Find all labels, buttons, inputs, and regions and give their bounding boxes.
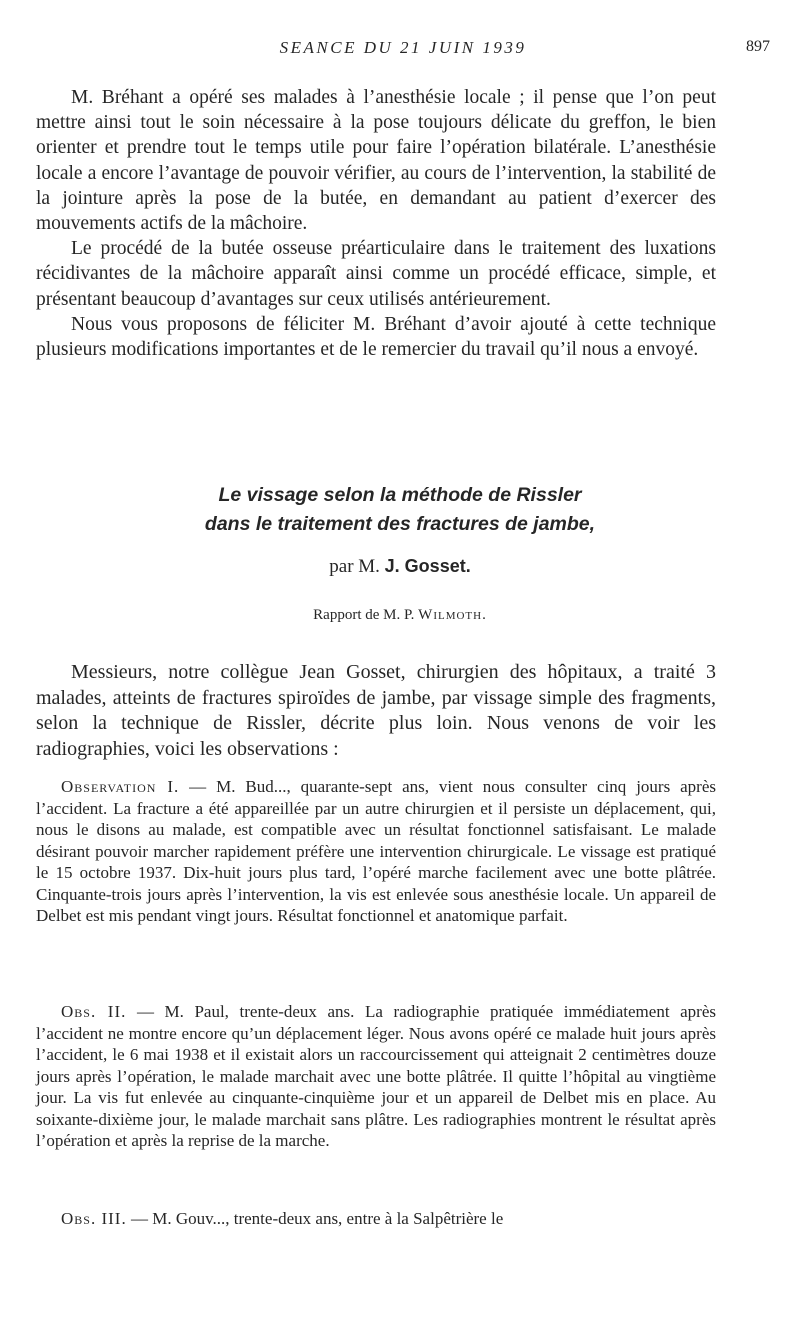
observation-3-label: Obs. III. bbox=[61, 1209, 127, 1228]
observation-2 bbox=[36, 1001, 716, 1152]
page-number: 897 bbox=[746, 38, 770, 55]
running-head bbox=[36, 38, 770, 62]
running-title: SEANCE DU 21 JUIN 1939 bbox=[279, 38, 527, 57]
article-intro bbox=[36, 660, 716, 762]
observation-3-paragraph bbox=[36, 1208, 716, 1230]
paragraph-procedure-value: Le procédé de la butée osseuse préarticulaire dans le traitement des luxations récidivantes de la mâchoire apparaît ainsi comme un procédé efficace, simple, et présentant beaucoup d’avantages sur ceux utilisés antérieurement. bbox=[36, 238, 716, 310]
article-title-line-1: Le vissage selon la méthode de Rissler bbox=[218, 484, 582, 506]
report-attribution bbox=[0, 607, 800, 624]
previous-report-conclusion bbox=[36, 85, 716, 362]
report-prefix: Rapport de M. P. bbox=[313, 607, 415, 623]
observation-1 bbox=[36, 776, 716, 927]
observation-1-paragraph bbox=[36, 776, 716, 927]
author-prefix: par M. bbox=[329, 556, 380, 577]
article-author bbox=[0, 556, 800, 578]
reporter-name: Wilmoth. bbox=[418, 607, 487, 623]
observation-3-text: — M. Gouv..., trente-deux ans, entre à la Salpêtrière le bbox=[126, 1209, 504, 1228]
observation-2-label: Obs. II. bbox=[61, 1002, 127, 1021]
observation-2-paragraph bbox=[36, 1001, 716, 1152]
observation-1-label: Observation I. bbox=[61, 777, 180, 796]
article-title-line-2: dans le traitement des fractures de jambe, bbox=[204, 513, 596, 535]
intro-paragraph: Messieurs, notre collègue Jean Gosset, chirurgien des hôpitaux, a traité 3 malades, atteints de fractures spiroïdes de jambe, par vissage simple des fragments, selon la technique de Rissler, décrite plus loin. Nous venons de voir les radiographies, voici les observations : bbox=[36, 661, 716, 760]
observation-3 bbox=[36, 1208, 716, 1230]
observation-1-text: — M. Bud..., quarante-sept ans, vient nous consulter cinq jours après l’accident. La fracture a été appareillée par un autre chirurgien et il persiste un déplacement, qui, nous le disons au malade, est compatible avec un résultat fonctionnel satisfaisant. Le malade désirant pouvoir marcher rapidement préfère une intervention chirurgicale. Le vissage est pratiqué le 15 octobre 1937. Dix-huit jours plus tard, l’opéré marche facilement avec une botte plâtrée. Cinquante-trois jours après l’intervention, la vis est enlevée sous anesthésie locale. Un appareil de Delbet est mis pendant vingt jours. Résultat fonctionnel et anatomique parfait. bbox=[36, 777, 716, 925]
observation-2-text: — M. Paul, trente-deux ans. La radiographie pratiquée immédiatement après l’accident ne montre encore qu’un déplacement léger. Nous avons opéré ce malade huit jours après l’accident, le 6 mai 1938 et il existait alors un raccourcissement qui atteignait 2 centimètres douze jours après l’opération, le malade marchait avec une botte plâtrée. Il quitte l’hôpital au vingtième jour. La vis fut enlevée au cinquante-cinquième jour et un appareil de Delbet mis en place. Au soixante-dixième jour, le malade marchait sans plâtre. Les radiographies montrent le résultat après l’opération et après la reprise de la marche. bbox=[36, 1002, 716, 1150]
paragraph-anesthesia: M. Bréhant a opéré ses malades à l’anesthésie locale ; il pense que l’on peut mettre ainsi tout le soin nécessaire à la pose toujours délicate du greffon, le bien orienter et prendre tout le temps utile pour faire l’opération bilatérale. L’anesthésie locale a encore l’avantage de pouvoir vérifier, au cours de l’intervention, la stabilité de la jointure après la pose de la butée, en demandant au patient d’exercer des mouvements actifs de la mâchoire. bbox=[36, 87, 716, 235]
paragraph-congratulations: Nous vous proposons de féliciter M. Bréhant d’avoir ajouté à cette technique plusieurs modifications importantes et de le remercier du travail qu’il nous a envoyé. bbox=[36, 313, 716, 361]
author-name: J. Gosset. bbox=[384, 556, 471, 576]
